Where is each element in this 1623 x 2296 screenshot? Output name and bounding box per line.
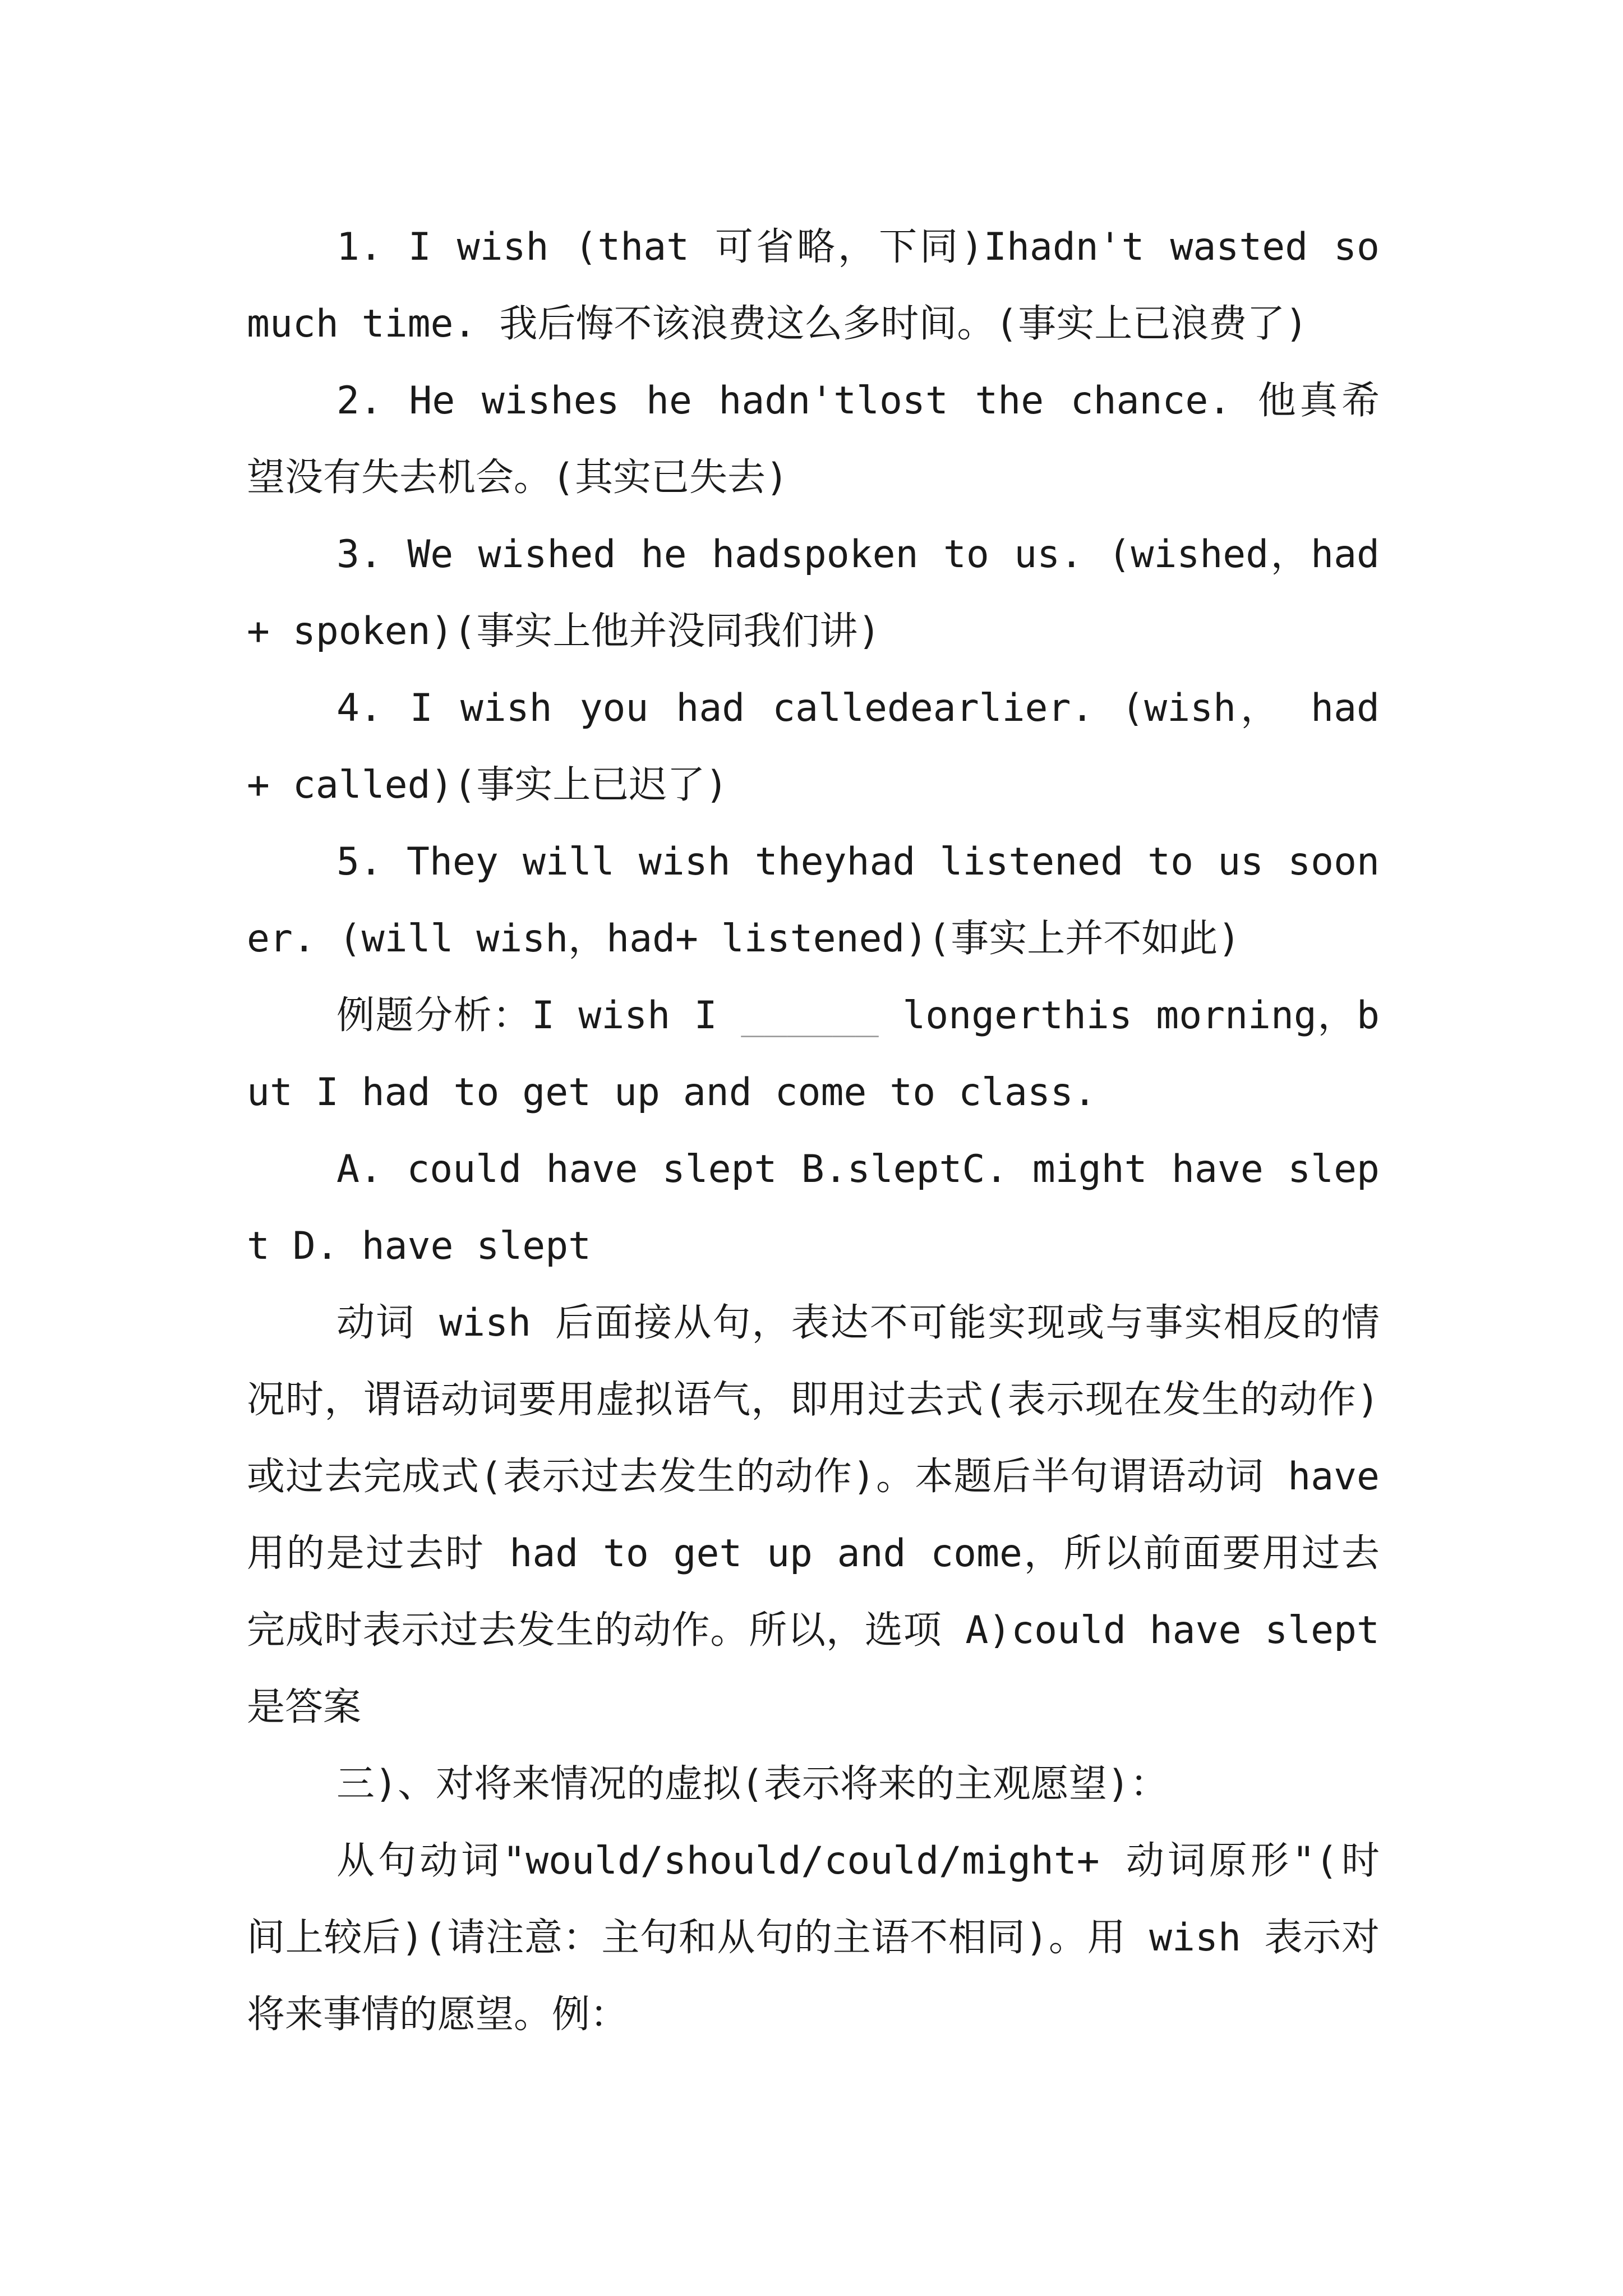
example-sentence-3: 3. We wished he hadspoken to us. (wished，had + spoken)(事实上他并没同我们讲) [247,532,1380,654]
example-question-prefix: 例题分析：I wish I [336,993,741,1038]
example-sentence-4: 4. I wish you had calledearlier. (wish， had + called)(事实上已迟了) [247,686,1380,807]
example-sentence-1: 1. I wish (that 可省略，下同)Ihadn't wasted so much time. 我后悔不该浪费这么多时间。(事实上已浪费了) [247,225,1380,346]
analysis-paragraph: 动词 wish 后面接从句，表达不可能实现或与事实相反的情况时，谓语动词要用虚拟语气，即用过去式(表示现在发生的动作)或过去完成式(表示过去发生的动作)。本题后半句谓语动词 have 用的是过去时 had to get up and come，所以前面要用过去完成时表示过去发生的动作。所以，选项 A)could have slept 是答案 [247,1301,1380,1729]
example-question-suffix: longerthis morning，but I had to get up and come to class. [247,993,1380,1115]
section-3-heading: 三)、对将来情况的虚拟(表示将来的主观愿望)： [336,1762,1168,1806]
section-3-body: 从句动词"would/should/could/might+ 动词原形"(时间上较后)(请注意：主句和从句的主语不相同)。用 wish 表示对将来事情的愿望。例： [247,1839,1380,2037]
example-question [247,977,1380,1131]
example-question-blank: ______ [741,993,879,1038]
example-sentence-2: 2. He wishes he hadn'tlost the chance. 他真希望没有失去机会。(其实已失去) [247,379,1380,500]
answer-options: A. could have slept B.sleptC. might have slept D. have slept [247,1147,1380,1268]
example-sentence-5: 5. They will wish theyhad listened to us sooner. (will wish，had+ listened)(事实上并不如此) [247,840,1380,961]
document-body [247,209,1380,2053]
